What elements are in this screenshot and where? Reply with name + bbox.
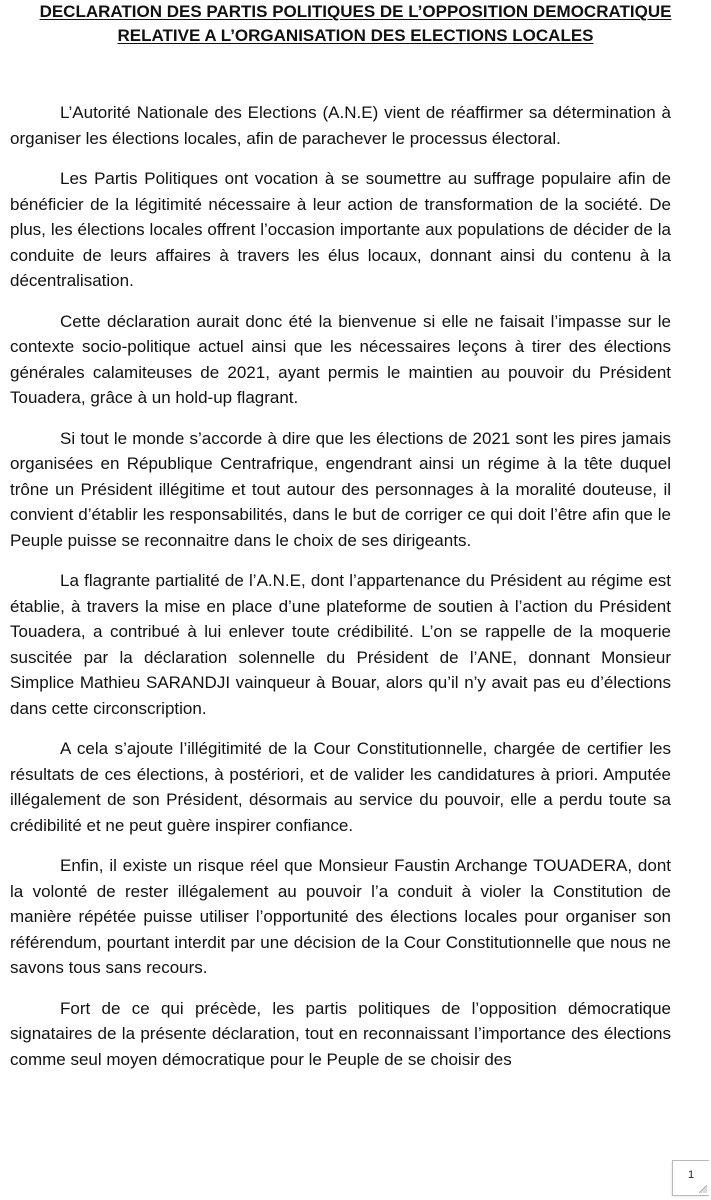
paragraph-3: Cette déclaration aurait donc été la bienvenue si elle ne faisait l’impasse sur le contexte socio-politique actuel ainsi que les nécessaires leçons à tirer des élections générales calamiteuses de 2021, ayant permis le maintien au pouvoir du Président Touadera, grâce à un hold-up flagrant.: [10, 311, 671, 407]
paragraph-2: Les Partis Politiques ont vocation à se soumettre au suffrage populaire afin de bénéficier de la légitimité nécessaire à leur action de transformation de la société. De plus, les élections locales offrent l’occasion importante aux populations de décider de la conduite de leurs affaires à travers les élus locaux, donnant ainsi du contenu à la décentralisation.: [10, 169, 671, 290]
paragraph-7: Enfin, il existe un risque réel que Monsieur Faustin Archange TOUADERA, dont la volonté de rester illégalement au pouvoir l’a conduit à violer la Constitution de manière répétée puisse utiliser l’opportunité des élections locales pour organiser son référendum, pourtant interdit par une décision de la Cour Constitutionnelle que nous ne savons tous sans recours.: [10, 856, 671, 977]
paragraph-4: Si tout le monde s’accorde à dire que les élections de 2021 sont les pires jamais organisées en République Centrafrique, engendrant ainsi un régime à la tête duquel trône un Président illégitime et tout autour des personnages à la moralité douteuse, il convient d’établir les responsabilités, dans le but de corriger ce qui doit l’être afin que le Peuple puisse se reconnaitre dans le choix de ses dirigeants.: [10, 428, 671, 550]
paragraph-5: La flagrante partialité de l’A.N.E, dont l’appartenance du Président au régime est établie, à travers la mise en place d’une plateforme de soutien à l’action du Président Touadera, a contribué à lui enlever toute crédibilité. L’on se rappelle de la moquerie suscitée par la déclaration solennelle du Président de l’ANE, donnant Monsieur Simplice Mathieu SARANDJI vainqueur à Bouar, alors qu’il n’y avait pas eu d’élections dans cette circonscription.: [10, 571, 671, 718]
paragraph-6: A cela s’ajoute l’illégitimité de la Cour Constitutionnelle, chargée de certifier les résultats de ces élections, à postériori, et de valider les candidatures à priori. Amputée illégalement de son Président, désormais au service du pouvoir, elle a perdu toute sa crédibilité et ne peut guère inspirer confiance.: [10, 739, 671, 835]
title-line-2: RELATIVE A L’ORGANISATION DES ELECTIONS LOCALES: [117, 26, 594, 45]
page-number-box: [672, 1160, 709, 1196]
title-line-1: DECLARATION DES PARTIS POLITIQUES DE L’OPPOSITION DEMOCRATIQUE: [39, 2, 672, 21]
page-curl-icon: [699, 1185, 707, 1193]
paragraph-1: L’Autorité Nationale des Elections (A.N.E) vient de réaffirmer sa détermination à organiser les élections locales, afin de parachever le processus électoral.: [10, 103, 671, 148]
document-title: [10, 0, 701, 48]
paragraph-8: Fort de ce qui précède, les partis politiques de l’opposition démocratique signataires de la présente déclaration, tout en reconnaissant l’importance des élections comme seul moyen démocratique pour le Peuple de se choisir des: [10, 998, 671, 1069]
page-number: 1: [687, 1169, 695, 1181]
document-body: [10, 100, 671, 1087]
